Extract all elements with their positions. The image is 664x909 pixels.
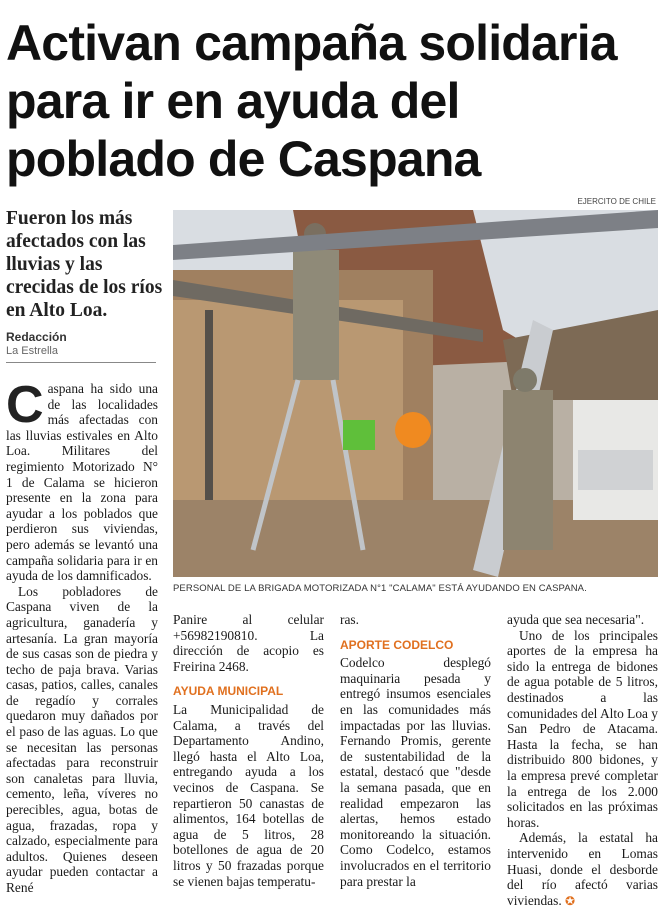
- article-paragraph: La Municipalidad de Calama, a través del Departamento Andino, llegó hasta el Alto Loa, entregando ayuda a los vecinos de Caspana. Se repartieron 50 canastas de alimentos, 164 botellas de agua de 5 litros, 28 botellones de agua de 20 litros y 50 frazadas porque se vienen bajas temperatu-: [173, 701, 324, 889]
- article-column-1: [6, 376, 158, 896]
- byline-author: Redacción: [6, 330, 67, 344]
- byline: [6, 330, 67, 357]
- article-paragraph: Uno de los principales aportes de la empresa ha sido la entrega de bidones de agua potable de 5 litros, destinados a las comunidades del Alto Loa y San Pedro de Atacama. Hasta la fecha, se han distribuido 800 bidones, y la empresa prevé completar la entrega de los 2.000 solicitados en las próximas horas.: [507, 627, 658, 830]
- headline-line-3: poblado de Caspana: [6, 131, 481, 187]
- article-paragraph: Codelco desplegó maquinaria pesada y entregó insumos esenciales en las comunidades más impactadas por las lluvias. Fernando Promis, gerente de sustentabilidad de la estatal, destacó que "desde la semana pasada, que en realidad empezaron las alertas, hemos estado monitoreando la situación. Como Codelco, estamos involucrados en el territorio para prestar la: [340, 655, 491, 889]
- drop-cap: C: [6, 376, 44, 434]
- article-photo: [173, 210, 658, 577]
- photo-caption: PERSONAL DE LA BRIGADA MOTORIZADA N°1 "CALAMA" ESTÁ AYUDANDO EN CASPANA.: [173, 583, 587, 594]
- subheading-ayuda-municipal: AYUDA MUNICIPAL: [173, 684, 284, 699]
- photo-illustration: [173, 210, 658, 577]
- subheading-aporte-codelco: APORTE CODELCO: [340, 637, 454, 652]
- article-paragraph: ras.: [340, 612, 359, 627]
- headline-line-2: para ir en ayuda del: [6, 73, 460, 129]
- article-deck: Fueron los más afectados con las lluvias y las crecidas de los ríos en Alto Loa.: [6, 208, 163, 321]
- article-column-3: [340, 612, 491, 889]
- byline-outlet: La Estrella: [6, 345, 58, 357]
- article-paragraph: Los pobladores de Caspana viven de la agricultura, ganadería y artesanía. La gran mayoría de sus casas son de piedra y techo de paja brava. Varias casas, patios, calles, canales de regadío y corrales quedaron muy dañados por el paso de las aguas. Lo que se necesitan las personas afectadas para reconstruir son canaletas para lluvia, cemento, leña, víveres no perecibles, agua, botas de agua, frazadas, ropa y calzado, especialmente para adultos. Quienes deseen ayudar pueden contactar a René: [6, 583, 158, 895]
- article-paragraph: Panire al celular +56982190810. La dirección de acopio es Freirina 2468.: [173, 612, 324, 674]
- headline: [6, 14, 656, 188]
- paragraph-text: Además, la estatal ha intervenido en Lomas Huasi, donde el desborde del río afectó varias viviendas.: [507, 830, 658, 908]
- article-paragraph: [507, 830, 658, 909]
- article-column-2: [173, 612, 324, 889]
- article-paragraph: ayuda que sea necesaria".: [507, 612, 645, 627]
- paragraph-text: aspana ha sido una de las localidades más afectadas con las lluvias estivales en Alto Loa. Militares del regimiento Motorizado N° 1 de Calama se hicieron presente en la zona para ayudar a los poblados que perdieron sus viviendas, pero además se levantó una campaña solidaria para ir en ayuda de los damnificados.: [6, 381, 158, 584]
- article-column-4: [507, 612, 658, 909]
- article-paragraph: [6, 376, 158, 584]
- headline-line-1: Activan campaña solidaria: [6, 15, 617, 71]
- byline-divider: [6, 362, 156, 363]
- photo-credit: EJERCITO DE CHILE: [577, 197, 656, 206]
- end-mark-icon: ✪: [565, 893, 576, 908]
